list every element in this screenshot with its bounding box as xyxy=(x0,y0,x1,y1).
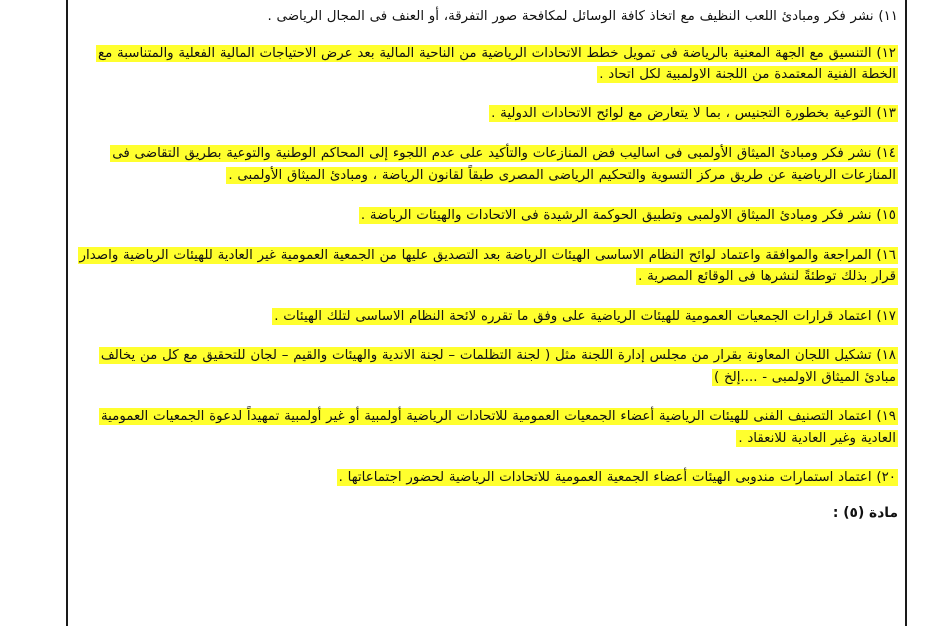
clause-16 xyxy=(78,245,898,288)
clause-13-text: ١٣) التوعية بخطورة التجنيس ، بما لا يتعارض مع لوائح الاتحادات الدولية . xyxy=(491,105,896,121)
clause-14 xyxy=(78,143,898,186)
clause-17-text: ١٧) اعتماد قرارات الجمعيات العمومية للهيئات الرياضية على وفق ما تقرره لائحة النظام الاساسى لتلك الهيئات . xyxy=(274,308,896,324)
clauses-list xyxy=(78,6,898,538)
clause-16-text: ١٦) المراجعة والموافقة واعتماد لوائح النظام الاساسى الهيئات الرياضة بعد التصديق عليها من الجمعية العمومية غير العادية للهيئات الرياضية واصدار قرار بذلك توطئةً لنشرها فى الوقائع المصرية . xyxy=(79,247,896,284)
article-heading-text: مادة (٥) : xyxy=(832,505,898,522)
clause-20 xyxy=(78,467,898,489)
article-heading xyxy=(78,502,898,524)
clause-19 xyxy=(78,406,898,449)
clause-13 xyxy=(78,103,898,125)
clause-14-text: ١٤) نشر فكر ومبادئ الميثاق الأولمبى فى اساليب فض المنازعات والتأكيد على عدم اللجوء إلى المحاكم الوطنية والتوعية بطريق التقاضى فى المنازعات الرياضية عن طريق مركز التسوية والتحكيم الرياضى المصرى طبقاً لقانون الرياضة ، ومبادئ الميثاق الأولمبى . xyxy=(112,146,896,183)
clause-18 xyxy=(78,345,898,388)
clause-11-text: ١١) نشر فكر ومبادئ اللعب النظيف مع اتخاذ كافة الوسائل لمكافحة صور التفرقة، أو العنف فى المجال الرياضى . xyxy=(267,9,898,24)
clause-15-text: ١٥) نشر فكر ومبادئ الميثاق الاولمبى وتطبيق الحوكمة الرشيدة فى الاتحادات والهيئات الرياضة . xyxy=(360,208,896,223)
clause-11 xyxy=(78,6,898,28)
clause-20-text: ٢٠) اعتماد استمارات مندوبى الهيئات أعضاء الجمعية العمومية للاتحادات الرياضية لحضور اجتماعاتها . xyxy=(338,470,896,485)
clause-17 xyxy=(78,306,898,328)
clause-12-text: ١٢) التنسيق مع الجهة المعنية بالرياضة فى تمويل خطط الاتحادات الرياضية من الناحية المالية بعد عرض الاحتياجات المالية الفعلية والمتناسبة مع الخطة الفنية المعتمدة من اللجنة الاولمبية لكل اتحاد . xyxy=(97,45,896,82)
clause-12 xyxy=(78,43,898,86)
clause-15 xyxy=(78,205,898,227)
clause-18-text: ١٨) تشكيل اللجان المعاونة بقرار من مجلس إدارة اللجنة مثل ( لجنة التظلمات – لجنة الاندية والهيئات والقيم – لجان للتحقيق مع كل من يخالف مبادئ الميثاق الاولمبى - ....إلخ ) xyxy=(100,348,896,385)
clause-19-text: ١٩) اعتماد التصنيف الفنى للهيئات الرياضية أعضاء الجمعيات العمومية للاتحادات الرياضية أولمبية أو غير أولمبية تمهيداً لدعوة الجمعيات العمومية العادية وغير العادية للانعقاد . xyxy=(100,409,896,446)
